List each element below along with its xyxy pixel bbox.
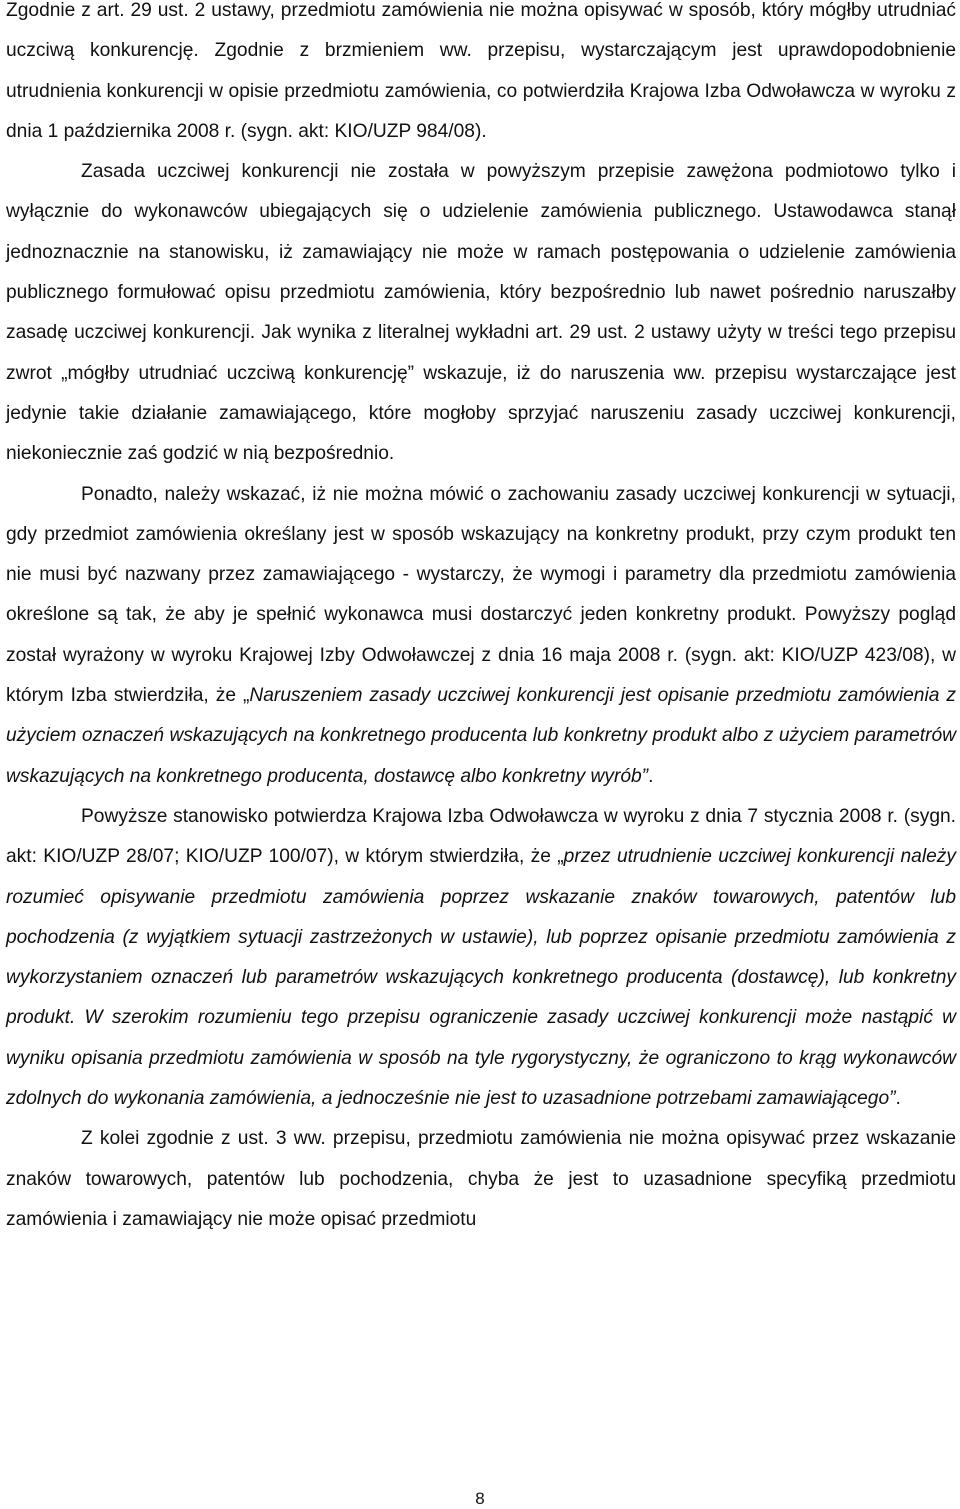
paragraph-text: Powyższe stanowisko potwierdza Krajowa Izba Odwoławcza w wyroku z dnia 7 stycznia 2008 r. (sygn. akt: KIO/UZP 28/07; KIO/UZP 100/07), w którym stwierdziła, że „ [6, 805, 956, 868]
paragraph-kio-position [6, 797, 956, 1119]
paragraph-art-29-intro [6, 0, 956, 152]
paragraph-text: . [895, 1088, 901, 1110]
document-page [6, 0, 956, 1240]
paragraph-ust-3 [6, 1119, 956, 1240]
paragraph-text: Ponadto, należy wskazać, iż nie można mówić o zachowaniu zasady uczciwej konkurencji w sytuacji, gdy przedmiot zamówienia określany jest w sposób wskazujący na konkretny produkt, przy czym produkt ten nie musi być nazwany przez zamawiającego - wystarczy, że wymogi i parametry dla przedmiotu zamówienia określone są tak, że aby je spełnić wykonawca musi dostarczyć jeden konkretny produkt. Powyższy pogląd został wyrażony w wyroku Krajowej Izby Odwoławczej z dnia 16 maja 2008 r. (sygn. akt: KIO/UZP 423/08), w którym Izba stwierdziła, że „ [6, 483, 956, 707]
page-number: 8 [475, 1489, 485, 1508]
paragraph-text: Z kolei zgodnie z ust. 3 ww. przepisu, przedmiotu zamówienia nie można opisywać przez wskazanie znaków towarowych, patentów lub pochodzenia, chyba że jest to uzasadnione specyfiką przedmiotu zamówienia i zamawiający nie może opisać przedmiotu [6, 1128, 956, 1230]
quotation-italic: przez utrudnienie uczciwej konkurencji należy rozumieć opisywanie przedmiotu zamówienia poprzez wskazanie znaków towarowych, patentów lub pochodzenia (z wyjątkiem sytuacji zastrzeżonych w ustawie), lub poprzez opisanie przedmiotu zamówienia z wykorzystaniem oznaczeń lub parametrów wskazujących konkretnego producenta (dostawcę), lub konkretny produkt. W szerokim rozumieniu tego przepisu ograniczenie zasady uczciwej konkurencji może nastąpić w wyniku opisania przedmiotu zamówienia w sposób na tyle rygorystyczny, że ograniczono to krąg wykonawców zdolnych do wykonania zamówienia, a jednocześnie nie jest to uzasadnione potrzebami zamawiającego” [6, 846, 956, 1110]
paragraph-text: . [648, 765, 654, 787]
paragraph-fair-competition-principle [6, 152, 956, 474]
paragraph-text: Zgodnie z art. 29 ust. 2 ustawy, przedmiotu zamówienia nie można opisywać w sposób, który mógłby utrudniać uczciwą konkurencję. Zgodnie z brzmieniem ww. przepisu, wystarczającym jest uprawdopodobnienie utrudnienia konkurencji w opisie przedmiotu zamówienia, co potwierdziła Krajowa Izba Odwoławcza w wyroku z dnia 1 października 2008 r. (sygn. akt: KIO/UZP 984/08). [6, 0, 956, 142]
paragraph-specific-product [6, 475, 956, 797]
paragraph-text: Zasada uczciwej konkurencji nie została w powyższym przepisie zawężona podmiotowo tylko i wyłącznie do wykonawców ubiegających się o udzielenie zamówienia publicznego. Ustawodawca stanął jednoznacznie na stanowisku, iż zamawiający nie może w ramach postępowania o udzielenie zamówienia publicznego formułować opisu przedmiotu zamówienia, który bezpośrednio lub nawet pośrednio naruszałby zasadę uczciwej konkurencji. Jak wynika z literalnej wykładni art. 29 ust. 2 ustawy użyty w treści tego przepisu zwrot „mógłby utrudniać uczciwą konkurencję” wskazuje, iż do naruszenia ww. przepisu wystarczające jest jedynie takie działanie zamawiającego, które mogłoby sprzyjać naruszeniu zasady uczciwej konkurencji, niekoniecznie zaś godzić w nią bezpośrednio. [6, 161, 956, 465]
quotation-italic: Naruszeniem zasady uczciwej konkurencji jest opisanie przedmiotu zamówienia z użyciem oznaczeń wskazujących na konkretnego producenta lub konkretny produkt albo z użyciem parametrów wskazujących na konkretnego producenta, dostawcę albo konkretny wyrób” [6, 685, 956, 787]
